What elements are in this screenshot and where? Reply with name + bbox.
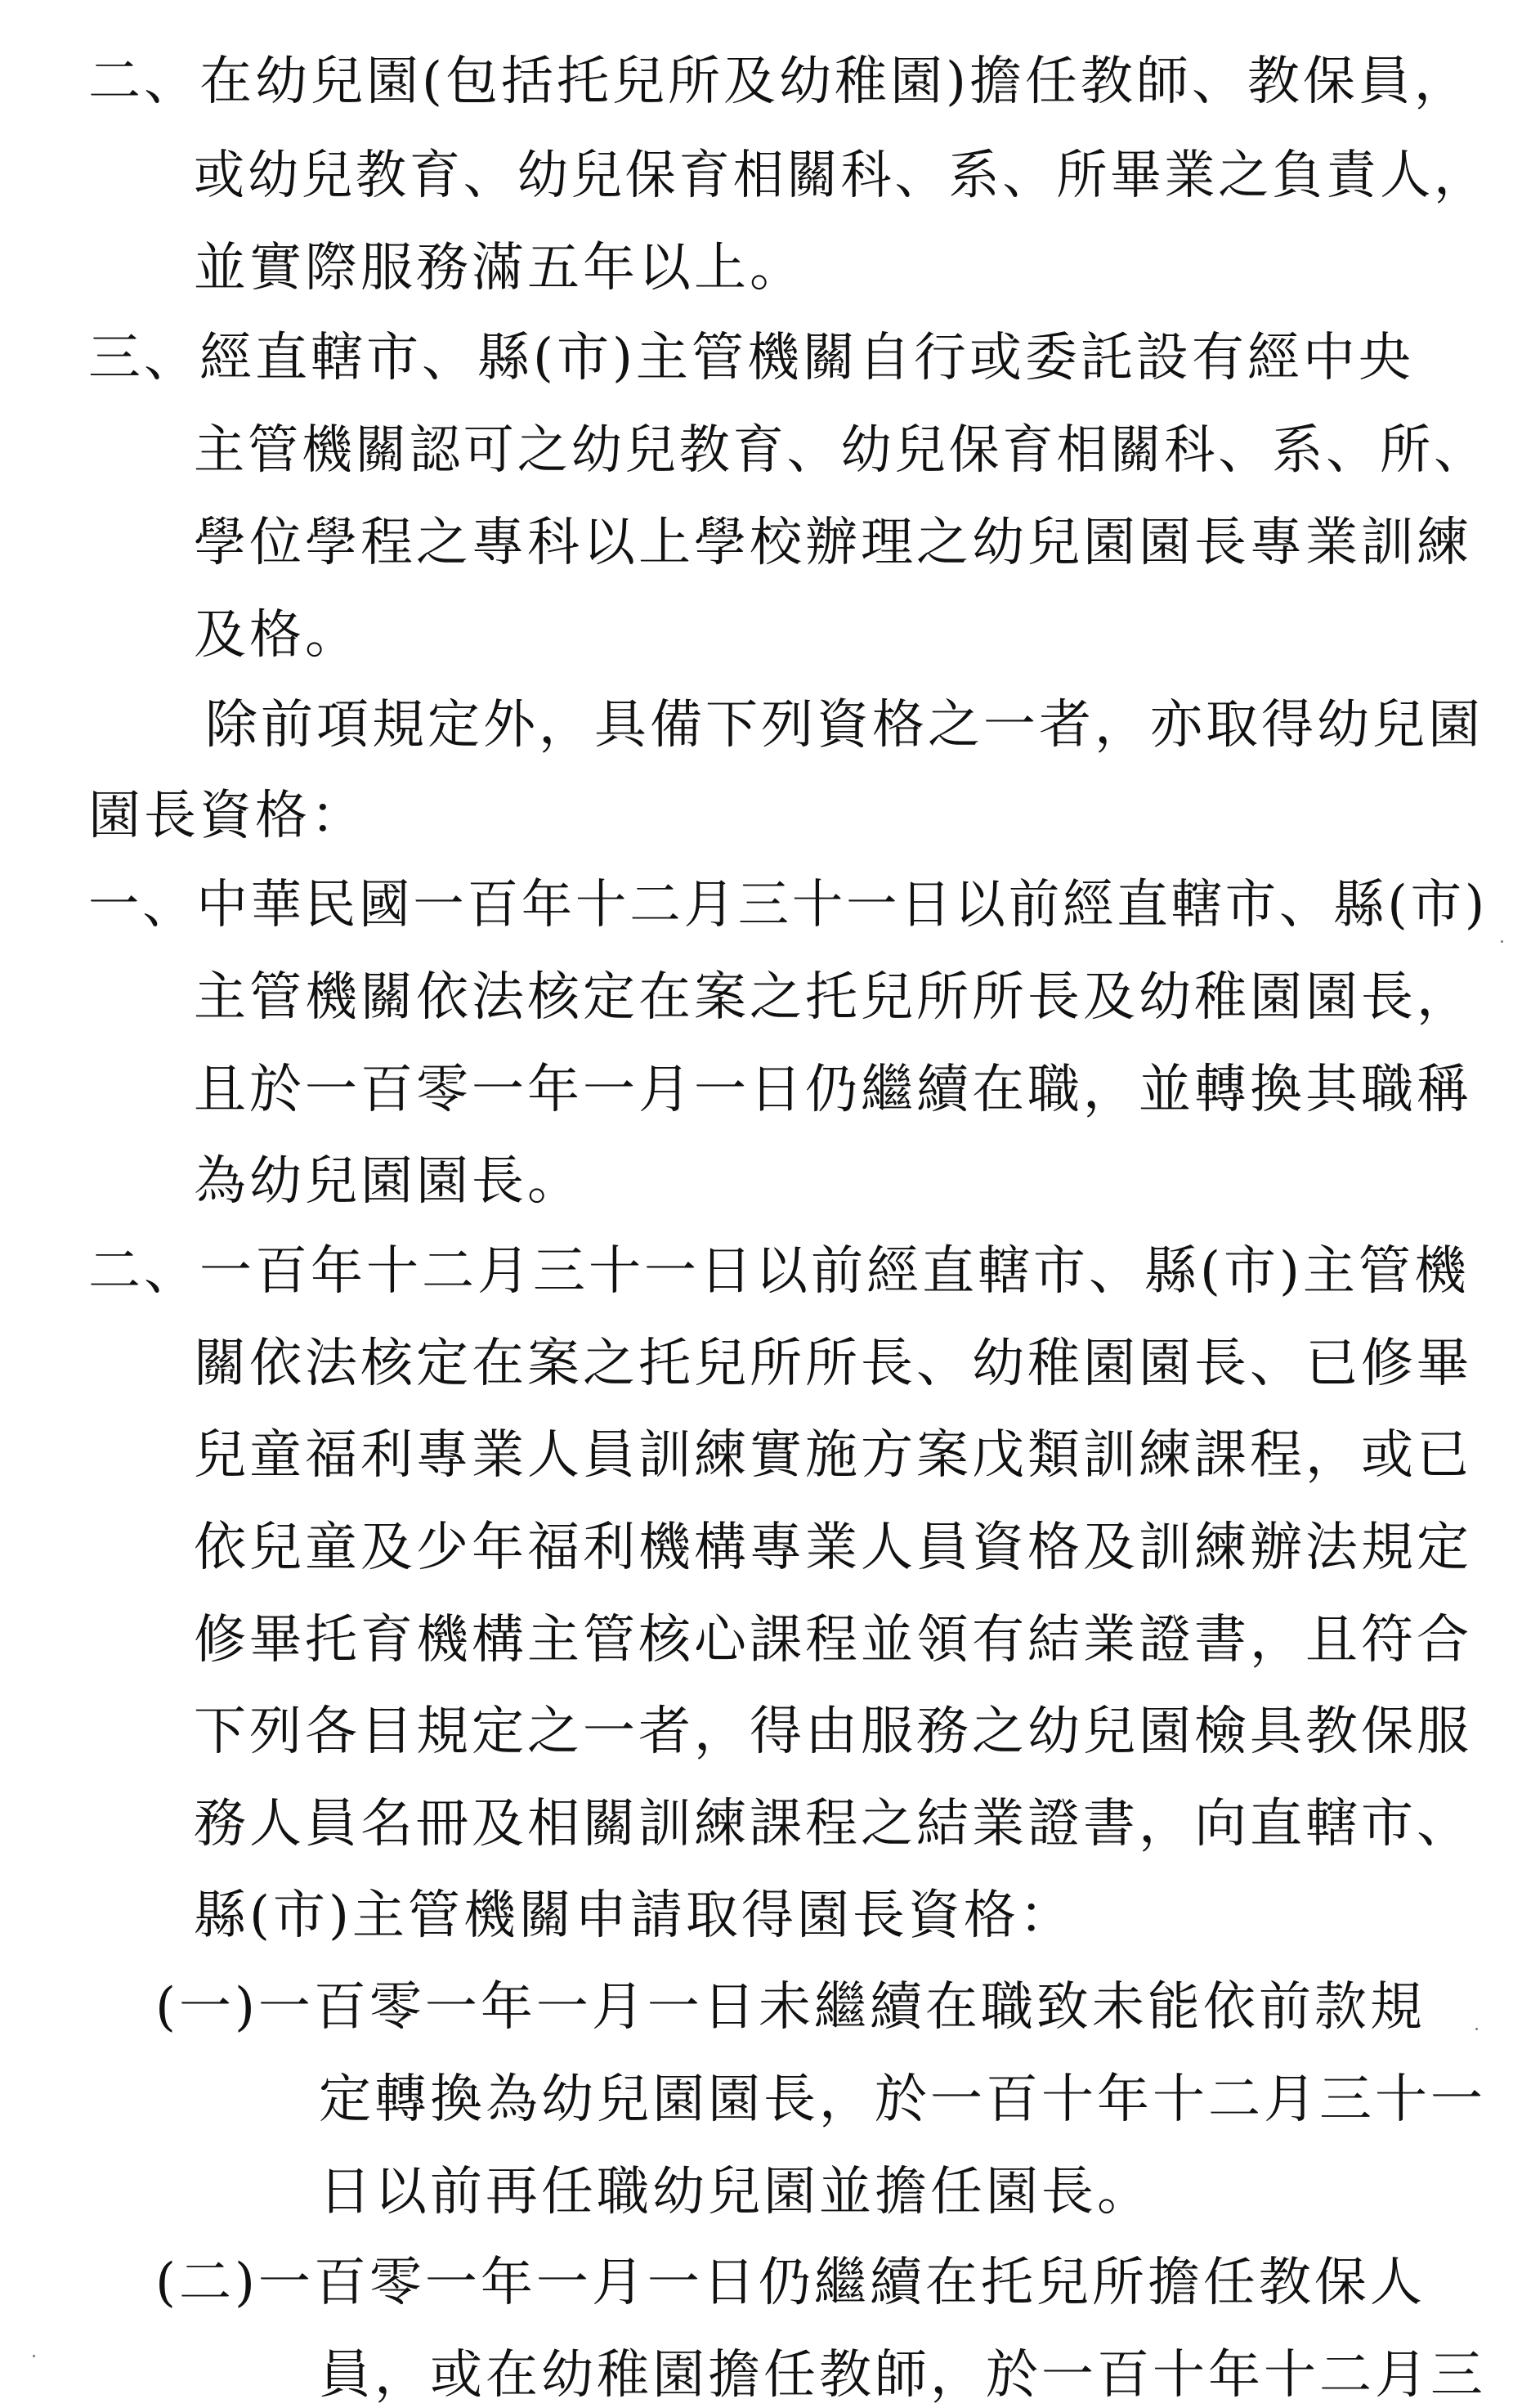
text-line: 除前項規定外，具備下列資格之一者，亦取得幼兒園: [205, 695, 1484, 756]
text-line: 一、中華民國一百年十二月三十一日以前經直轄市、縣(市): [88, 875, 1488, 935]
scan-speck: [33, 2355, 35, 2357]
text-line: 下列各目規定之一者，得由服務之幼兒園檢具教保服: [194, 1702, 1472, 1762]
text-line: 學位學程之專科以上學校辦理之幼兒園園長專業訓練: [194, 513, 1472, 573]
text-line: 關依法核定在案之托兒所所長、幼稚園園長、已修畢: [194, 1334, 1472, 1394]
text-line: 定轉換為幼兒園園長，於一百十年十二月三十一: [319, 2069, 1486, 2130]
text-line: 務人員名冊及相關訓練課程之結業證書，向直轄市、: [194, 1794, 1472, 1854]
text-line: 兒童福利專業人員訓練實施方案戊類訓練課程，或已: [194, 1425, 1472, 1486]
text-line: 二、一百年十二月三十一日以前經直轄市、縣(市)主管機: [88, 1241, 1470, 1302]
text-line: 園長資格：: [88, 786, 366, 846]
text-line: 縣(市)主管機關申請取得園長資格：: [194, 1886, 1075, 1946]
text-line: 二、在幼兒園(包括托兒所及幼稚園)擔任教師、教保員，: [88, 52, 1470, 112]
text-line: 修畢托育機構主管核心課程並領有結業證書，且符合: [194, 1610, 1472, 1670]
text-line: 依兒童及少年福利機構專業人員資格及訓練辦法規定: [194, 1518, 1472, 1578]
text-line: 及格。: [194, 605, 360, 666]
text-line: 且於一百零一年一月一日仍繼續在職，並轉換其職稱: [194, 1060, 1472, 1120]
scan-speck: [1501, 940, 1503, 943]
text-line: 主管機關依法核定在案之托兒所所長及幼稚園園長，: [194, 967, 1472, 1028]
scan-speck: [1475, 2028, 1478, 2030]
text-line: 並實際服務滿五年以上。: [194, 238, 805, 298]
text-line: 主管機關認可之幼兒教育、幼兒保育相關科、系、所、: [194, 420, 1488, 481]
text-line: 或幼兒教育、幼兒保育相關科、系、所畢業之負責人，: [194, 146, 1488, 206]
text-line: 日以前再任職幼兒園並擔任園長。: [319, 2162, 1153, 2222]
text-line: 三、經直轄市、縣(市)主管機關自行或委託設有經中央: [88, 328, 1414, 388]
text-line: (一)一百零一年一月一日未繼續在職致未能依前款規: [155, 1977, 1426, 2038]
text-line: 為幼兒園園長。: [194, 1151, 583, 1212]
text-line: (二)一百零一年一月一日仍繼續在托兒所擔任教保人: [155, 2253, 1426, 2313]
text-line: 員，或在幼稚園擔任教師，於一百十年十二月三: [319, 2345, 1486, 2406]
